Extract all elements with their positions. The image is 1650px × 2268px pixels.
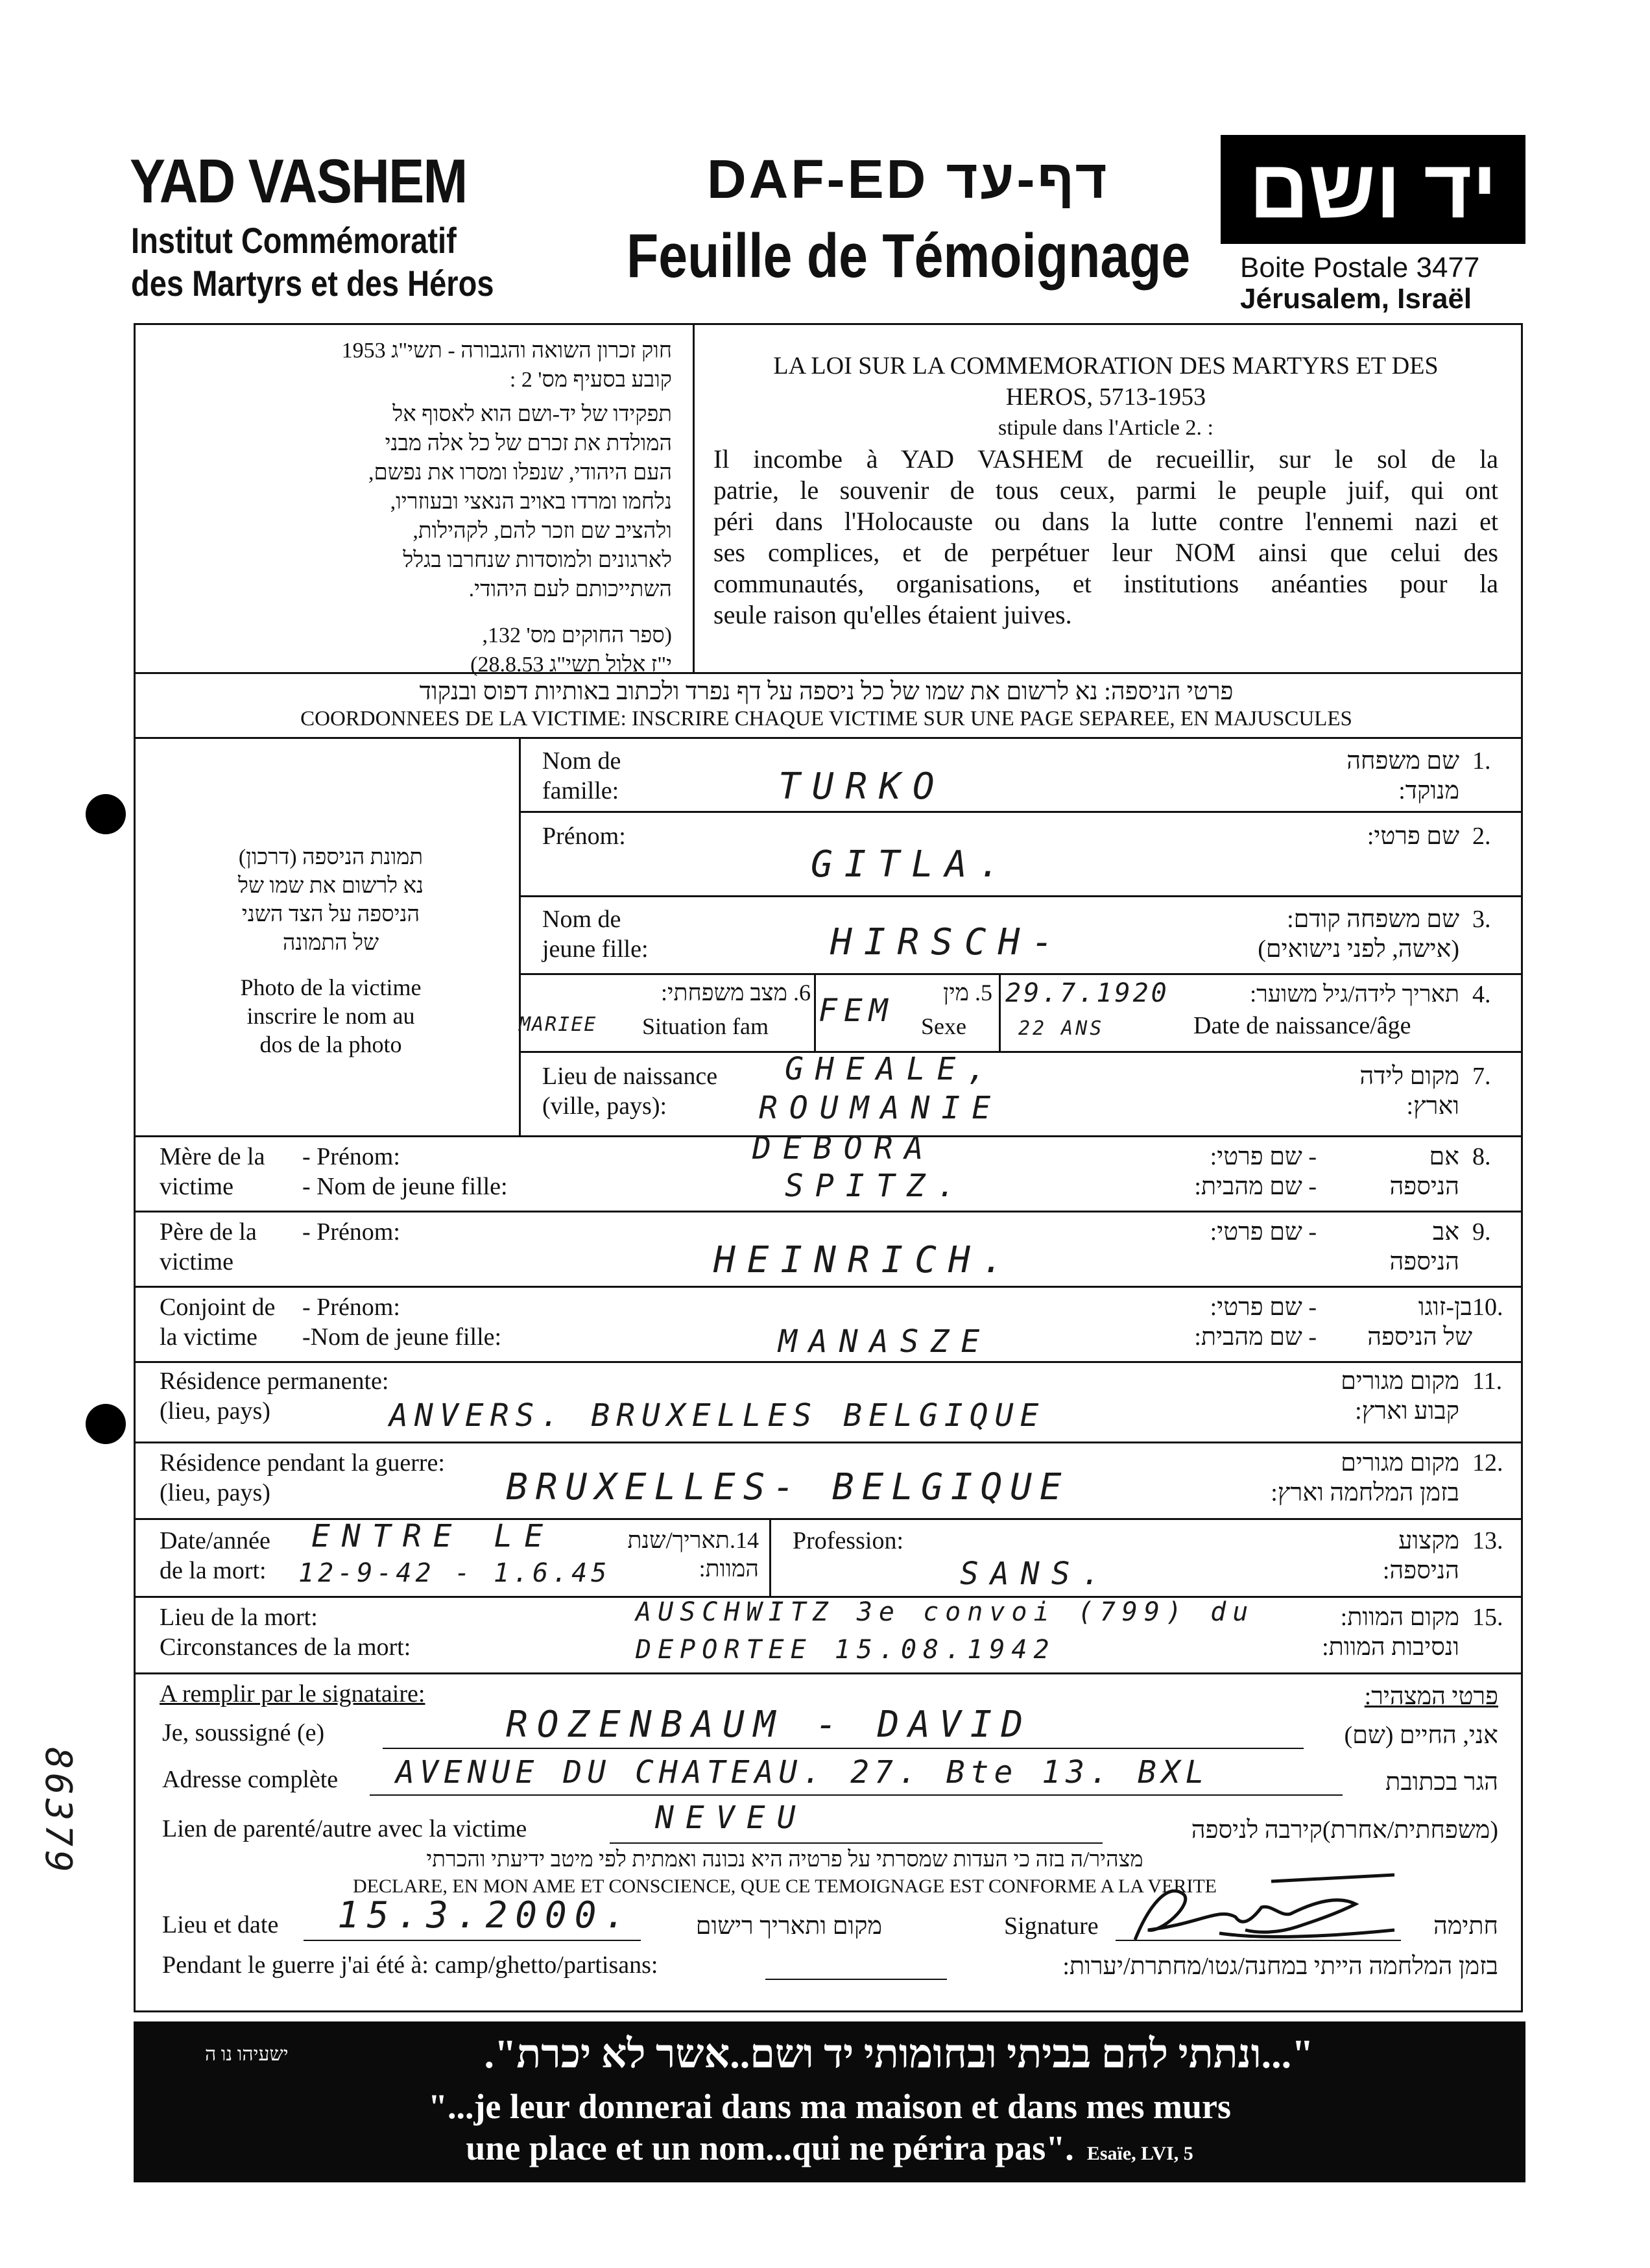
- law-french-line: patrie, le souvenir de tous ceux, parmi le peuple juif, qui ont: [713, 476, 1498, 505]
- law-hebrew-line: המולדת את זכרם של כל אלה מבני: [385, 431, 672, 455]
- field11-label-he-line: קבוע וארץ:: [1355, 1397, 1459, 1425]
- field12-number: .12: [1472, 1449, 1503, 1477]
- law-hebrew-line: השתייכותם לעם היהודי.: [468, 577, 672, 601]
- field8-sub-he-line: - שם פרטי:: [1210, 1143, 1317, 1170]
- signatory-label-he: פרטי המצהיר:: [1364, 1683, 1498, 1710]
- field9-label-he-line: הניספה: [1389, 1248, 1459, 1275]
- field15-label-he: [1265, 1602, 1459, 1662]
- law-hebrew-line: קובע בסעיף מס' 2 :: [509, 368, 672, 392]
- field1-label-line: Nom de: [542, 747, 621, 775]
- address-underline: [370, 1794, 1343, 1796]
- row4-divider-b: [999, 973, 1001, 1051]
- law-hebrew-ref: (ספר החוקים מס' 132,: [482, 623, 672, 647]
- field15-label-line: Circonstances de la mort:: [160, 1634, 411, 1661]
- signature-mark: [1122, 1868, 1407, 1953]
- law-hebrew-line: העם היהודי, שנפלו ומסרו את נפשם,: [368, 461, 672, 485]
- field1-label-he: [1265, 746, 1459, 806]
- footer-french-ref: Esaïe, LVI, 5: [1086, 2143, 1193, 2164]
- row-line-9: [134, 1286, 1521, 1288]
- field5-value-sex[interactable]: FEM: [819, 993, 894, 1029]
- city-address: Jérusalem, Israël: [1240, 283, 1472, 315]
- photo-hebrew-line: של התמונה: [282, 931, 379, 955]
- field14-label-fr: [160, 1526, 270, 1586]
- field2-number: .2: [1472, 823, 1491, 850]
- field7-value-city[interactable]: GHEALE,: [785, 1051, 998, 1087]
- field4-value-age[interactable]: 22 ANS: [1018, 1017, 1105, 1040]
- victim-header-line: [134, 737, 1521, 739]
- field15-number: .15: [1472, 1604, 1503, 1631]
- field12-label-he: [1213, 1448, 1459, 1508]
- field7-label-he-line: וארץ:: [1406, 1092, 1459, 1120]
- field14-value-date-1[interactable]: ENTRE LE: [311, 1518, 555, 1554]
- war-underline: [765, 1979, 947, 1980]
- field1-label-he-line: שם משפחה: [1346, 747, 1459, 775]
- photo-french-line: Photo de la victime: [240, 974, 422, 1000]
- field10-number: .10: [1472, 1294, 1503, 1321]
- place-date-value[interactable]: 15.3.2000.: [337, 1894, 634, 1936]
- field7-label-he: [1265, 1061, 1459, 1121]
- field8-label-he: [1330, 1142, 1459, 1201]
- signature-scribble-icon: [1122, 1868, 1407, 1953]
- photo-french-line: inscrire le nom au: [246, 1003, 415, 1029]
- signatory-name-label-fr: Je, soussigné (e): [162, 1719, 325, 1746]
- field8-sub-he-line: - שם מהבית:: [1194, 1173, 1317, 1200]
- field14-label-line: de la mort:: [160, 1557, 267, 1584]
- punch-hole-top: [86, 794, 126, 834]
- war-label-fr: Pendant le guerre j'ai été à: camp/ghetto/partisans:: [162, 1951, 658, 1979]
- photo-divider: [519, 737, 521, 1135]
- hebrew-logo: [1221, 135, 1525, 244]
- field3-label-he: [1174, 904, 1459, 964]
- field10-label-he: [1317, 1292, 1472, 1352]
- field8-label-line: Mère de la: [160, 1143, 265, 1170]
- victim-header-french: COORDONNEES DE LA VICTIME: INSCRIRE CHAQUE VICTIME SUR UNE PAGE SEPAREE, EN MAJUSCULES: [300, 707, 1352, 730]
- field11-value-residence[interactable]: ANVERS. BRUXELLES BELGIQUE: [389, 1397, 1046, 1434]
- place-date-underline: [304, 1940, 641, 1941]
- war-label-he: בזמן המלחמה הייתי במחנה/גטו/מחתרת/יערות:: [1062, 1953, 1498, 1980]
- margin-archive-number: 86379: [36, 1747, 79, 1876]
- field2-label-fr: Prénom:: [542, 823, 626, 850]
- field4-label-he: תאריך לידה/גיל משוער:: [1250, 981, 1459, 1007]
- field9-label-line: Père de la: [160, 1218, 257, 1246]
- field5-label-fr: Sexe: [921, 1013, 966, 1039]
- address-label-he: הגר בכתובת: [1385, 1768, 1498, 1796]
- field1-label-line: famille:: [542, 777, 619, 804]
- field13-number: .13: [1472, 1527, 1503, 1554]
- field8-label-he-line: אם: [1429, 1143, 1459, 1170]
- field3-label-he-line: (אישה, לפני נישואים): [1258, 935, 1459, 963]
- field9-number: .9: [1472, 1218, 1491, 1246]
- row-line-1: [519, 811, 1521, 813]
- field12-label-fr: [160, 1448, 445, 1508]
- law-french-subtitle: stipule dans l'Article 2. :: [998, 416, 1214, 440]
- field4-number: .4: [1472, 981, 1491, 1008]
- field10-sub-line: -Nom de jeune fille:: [302, 1323, 502, 1351]
- field14-label-he-line: המוות:: [699, 1556, 759, 1582]
- field3-label-line: Nom de: [542, 906, 621, 933]
- field11-label-line: (lieu, pays): [160, 1397, 270, 1425]
- photo-french-line: dos de la photo: [259, 1031, 402, 1057]
- field12-label-line: (lieu, pays): [160, 1479, 270, 1506]
- org-name: YAD VASHEM: [130, 147, 467, 216]
- field10-label-line: Conjoint de: [160, 1294, 276, 1321]
- field12-label-line: Résidence pendant la guerre:: [160, 1449, 445, 1477]
- photo-hebrew-line: תמונת הניספה (דרכון): [238, 845, 424, 869]
- place-date-label-he: מקום ותאריך רישום: [695, 1912, 882, 1940]
- field11-label-line: Résidence permanente:: [160, 1368, 389, 1395]
- victim-header-hebrew: פרטי הניספה: נא לרשום את שמו של כל ניספה על דף נפרד ולכתוב באותיות דפוס ובנקוד: [419, 678, 1234, 705]
- field3-number: .3: [1472, 906, 1491, 933]
- relation-label-fr: Lien de parenté/autre avec la victime: [162, 1815, 527, 1842]
- row13-divider: [769, 1518, 771, 1597]
- signature-label-he: חתימה: [1433, 1912, 1498, 1940]
- postal-address: Boite Postale 3477: [1240, 252, 1480, 284]
- field7-value-country[interactable]: ROUMANIE: [759, 1090, 1003, 1126]
- field8-value-mother-firstname[interactable]: DEBORA: [752, 1130, 935, 1166]
- law-hebrew-line: תפקידו של יד-ושם הוא לאסוף אל: [392, 402, 672, 426]
- row-line-8: [134, 1211, 1521, 1212]
- signatory-label-fr: A remplir par le signataire:: [160, 1680, 425, 1707]
- field11-number: .11: [1472, 1368, 1503, 1395]
- field8-label-line: victime: [160, 1173, 233, 1200]
- form-title: Feuille de Témoignage: [627, 221, 1191, 291]
- field9-label-he-line: אב: [1432, 1218, 1459, 1246]
- field7-label-line: (ville, pays):: [542, 1092, 667, 1120]
- field9-label-fr: [160, 1217, 257, 1277]
- row-line-4: [519, 1051, 1521, 1053]
- photo-hebrew-line: הניספה על הצד השני: [241, 902, 420, 926]
- footer-banner: [134, 2021, 1525, 2182]
- punch-hole-bottom: [86, 1404, 126, 1444]
- law-hebrew-line: נלחמו ומרדו באויב הנאצי ובעוזריו,: [390, 490, 672, 514]
- field14-label-he-line: 14.תאריך/שנת: [627, 1527, 759, 1553]
- field10-label-he-line: של הניספה: [1367, 1323, 1472, 1351]
- field10-sub-fr: [302, 1292, 501, 1352]
- field14-label-line: Date/année: [160, 1527, 270, 1554]
- signatory-name-label-he: אני, החיים (שם): [1344, 1722, 1498, 1749]
- field13-value-profession[interactable]: SANS.: [960, 1556, 1112, 1592]
- field13-label-he-line: מקצוע: [1398, 1527, 1459, 1554]
- field10-label-line: la victime: [160, 1323, 257, 1351]
- signatory-name-underline: [383, 1748, 1304, 1749]
- field3-label-line: jeune fille:: [542, 935, 649, 963]
- signatory-name-value[interactable]: ROZENBAUM - DAVID: [506, 1704, 1033, 1746]
- law-french: [713, 350, 1498, 631]
- relation-value[interactable]: NEVEU: [655, 1800, 807, 1836]
- org-subtitle-2: des Martyrs et des Héros: [131, 263, 494, 304]
- field10-sub-he: [1103, 1292, 1317, 1352]
- field1-label-fr: [542, 746, 621, 806]
- field8-number: .8: [1472, 1143, 1491, 1170]
- law-french-line: péri dans l'Holocauste ou dans la lutte contre l'ennemi nazi et: [713, 507, 1498, 536]
- footer-french-quote-2: une place et un nom...qui ne périra pas".: [466, 2129, 1074, 2167]
- field9-label-line: victime: [160, 1248, 233, 1275]
- field7-number: .7: [1472, 1063, 1491, 1090]
- address-label-fr: Adresse complète: [162, 1766, 339, 1793]
- field12-value-war-residence[interactable]: BRUXELLES- BELGIQUE: [506, 1466, 1070, 1508]
- field8-label-fr: [160, 1142, 265, 1201]
- field15-label-he-line: מקום המוות:: [1340, 1604, 1459, 1631]
- field11-label-he: [1265, 1366, 1459, 1426]
- photo-hebrew-line: נא לרשום את שמו של: [237, 874, 424, 898]
- row-line-2: [519, 895, 1521, 897]
- row-line-3: [519, 973, 1521, 975]
- field7-label-fr: [542, 1061, 717, 1121]
- law-french-line: Il incombe à YAD VASHEM de recueillir, sur le sol de la: [713, 444, 1498, 474]
- law-hebrew-line: לארגונים ולמוסדות שנחרבו בגלל: [403, 548, 672, 572]
- law-french-title: HEROS, 5713-1953: [1005, 383, 1206, 411]
- field2-value-firstname[interactable]: GITLA.: [811, 843, 1012, 886]
- field8-sub-line: - Prénom:: [302, 1143, 400, 1170]
- declaration-french: DECLARE, EN MON AME ET CONSCIENCE, QUE CE TEMOIGNAGE EST CONFORME A LA VERITE: [353, 1876, 1217, 1897]
- place-date-label-fr: Lieu et date: [162, 1911, 279, 1938]
- law-hebrew-ref: י"ז אלול תשי"ג 28.8.53): [470, 653, 672, 677]
- field12-label-he-line: בזמן המלחמה וארץ:: [1271, 1479, 1459, 1506]
- footer-french-quote-line-2: [134, 2128, 1525, 2168]
- law-hebrew-line: ולהציב שם וזכר להם, לקהילות,: [413, 519, 672, 543]
- declaration-hebrew: מצהיר/ה בזה כי העדות שמסרתי על פרטיה היא נכונה ואמתית לפי מיטב ידיעתי והכרתי: [426, 1848, 1143, 1872]
- field15-value-circumstances[interactable]: DEPORTEE 15.08.1942: [636, 1635, 1056, 1665]
- signature-label-fr: Signature: [1004, 1912, 1099, 1940]
- field10-value-spouse[interactable]: MANASZE: [778, 1323, 992, 1360]
- law-french-title: LA LOI SUR LA COMMEMORATION DES MARTYRS ET DES: [773, 352, 1439, 380]
- org-subtitle-1: Institut Commémoratif: [131, 220, 457, 261]
- field1-number: .1: [1472, 747, 1491, 775]
- law-french-line: seule raison qu'elles étaient juives.: [713, 600, 1072, 629]
- field9-sub-he: - שם פרטי:: [1210, 1218, 1317, 1246]
- address-value[interactable]: AVENUE DU CHATEAU. 27. Bte 13. BXL: [396, 1754, 1210, 1791]
- field10-label-fr: [160, 1292, 275, 1352]
- row-line-10: [134, 1361, 1521, 1363]
- field1-label-he-line: מנוקד:: [1398, 777, 1459, 804]
- field3-value-maiden-name[interactable]: HIRSCH-: [830, 921, 1066, 963]
- field8-label-he-line: הניספה: [1389, 1173, 1459, 1200]
- law-divider: [693, 323, 695, 673]
- law-hebrew-line: חוק זכרון השואה והגבורה - תשי"ג 1953: [341, 339, 672, 363]
- field10-sub-he-line: - שם פרטי:: [1210, 1294, 1317, 1321]
- field6-label-fr: Situation fam: [642, 1013, 769, 1039]
- row-line-11: [134, 1442, 1521, 1443]
- footer-hebrew-ref: ישעיהו נו ה: [205, 2044, 289, 2065]
- field6-value-marital[interactable]: MARIEE: [519, 1013, 597, 1036]
- field5-label-he: 5. מין: [943, 980, 992, 1006]
- field13-label-fr: Profession:: [793, 1527, 903, 1554]
- field4-value-birthdate[interactable]: 29.7.1920: [1005, 978, 1169, 1008]
- field7-label-he-line: מקום לידה: [1359, 1063, 1459, 1090]
- field8-sub-fr: [302, 1142, 508, 1201]
- field12-label-he-line: מקום מגורים: [1341, 1449, 1459, 1477]
- field3-label-fr: [542, 904, 649, 964]
- field9-label-he: [1330, 1217, 1459, 1277]
- relation-underline: [610, 1842, 1103, 1844]
- footer-hebrew-quote: "...ונתתי להם בביתי ובחומותי יד ושם..אשר לא יכרת".: [484, 2033, 1314, 2077]
- field10-sub-he-line: - שם מהבית:: [1194, 1323, 1317, 1351]
- field13-label-he: [1265, 1526, 1459, 1586]
- field7-label-line: Lieu de naissance: [542, 1063, 718, 1090]
- field3-label-he-line: שם משפחה קודם:: [1287, 906, 1459, 933]
- field9-sub-fr: - Prénom:: [302, 1218, 400, 1246]
- field8-sub-line: - Nom de jeune fille:: [302, 1173, 508, 1200]
- law-hebrew: [153, 336, 672, 679]
- footer-french-quote-1: "...je leur donnerai dans ma maison et dans mes murs: [427, 2087, 1232, 2126]
- field15-label-fr: [160, 1602, 411, 1662]
- hebrew-logo-text: יד ושם: [1249, 143, 1498, 235]
- photo-box-text: [156, 843, 506, 1059]
- field11-label-fr: [160, 1366, 389, 1426]
- field14-value-date-2[interactable]: 12-9-42 - 1.6.45: [298, 1558, 611, 1588]
- row4-divider-a: [814, 973, 816, 1051]
- field4-label-fr: Date de naissance/âge: [1193, 1012, 1411, 1039]
- field15-value-place[interactable]: AUSCHWITZ 3e convoi (799) du: [636, 1597, 1255, 1627]
- field8-sub-he: [1103, 1142, 1317, 1201]
- field9-value-father-firstname[interactable]: HEINRICH.: [713, 1239, 1016, 1281]
- daf-ed-title: DAF-ED דף-עד: [707, 149, 1110, 210]
- field6-label-he: 6. מצב משפחתי:: [661, 980, 811, 1006]
- relation-label-he: (משפחתית/אחרת)קירבה לניספה: [1191, 1816, 1498, 1844]
- law-french-line: communautés, organisations, et institutions anéanties pour la: [713, 569, 1498, 598]
- field2-label-he: שם פרטי:: [1367, 823, 1459, 850]
- field15-label-line: Lieu de la mort:: [160, 1604, 318, 1631]
- field15-label-he-line: ונסיבות המוות:: [1322, 1634, 1459, 1661]
- field13-label-he-line: הניספה:: [1382, 1557, 1459, 1584]
- field11-label-he-line: מקום מגורים: [1341, 1368, 1459, 1395]
- field10-label-he-line: בן-זוגו: [1418, 1294, 1472, 1321]
- field10-sub-line: - Prénom:: [302, 1294, 400, 1321]
- row-line-15: [134, 1672, 1521, 1674]
- field8-value-mother-maiden[interactable]: SPITZ.: [785, 1168, 968, 1204]
- law-french-line: ses complices, et de perpétuer leur NOM ainsi que celui des: [713, 538, 1498, 567]
- field1-value-surname[interactable]: TURKO: [778, 766, 946, 808]
